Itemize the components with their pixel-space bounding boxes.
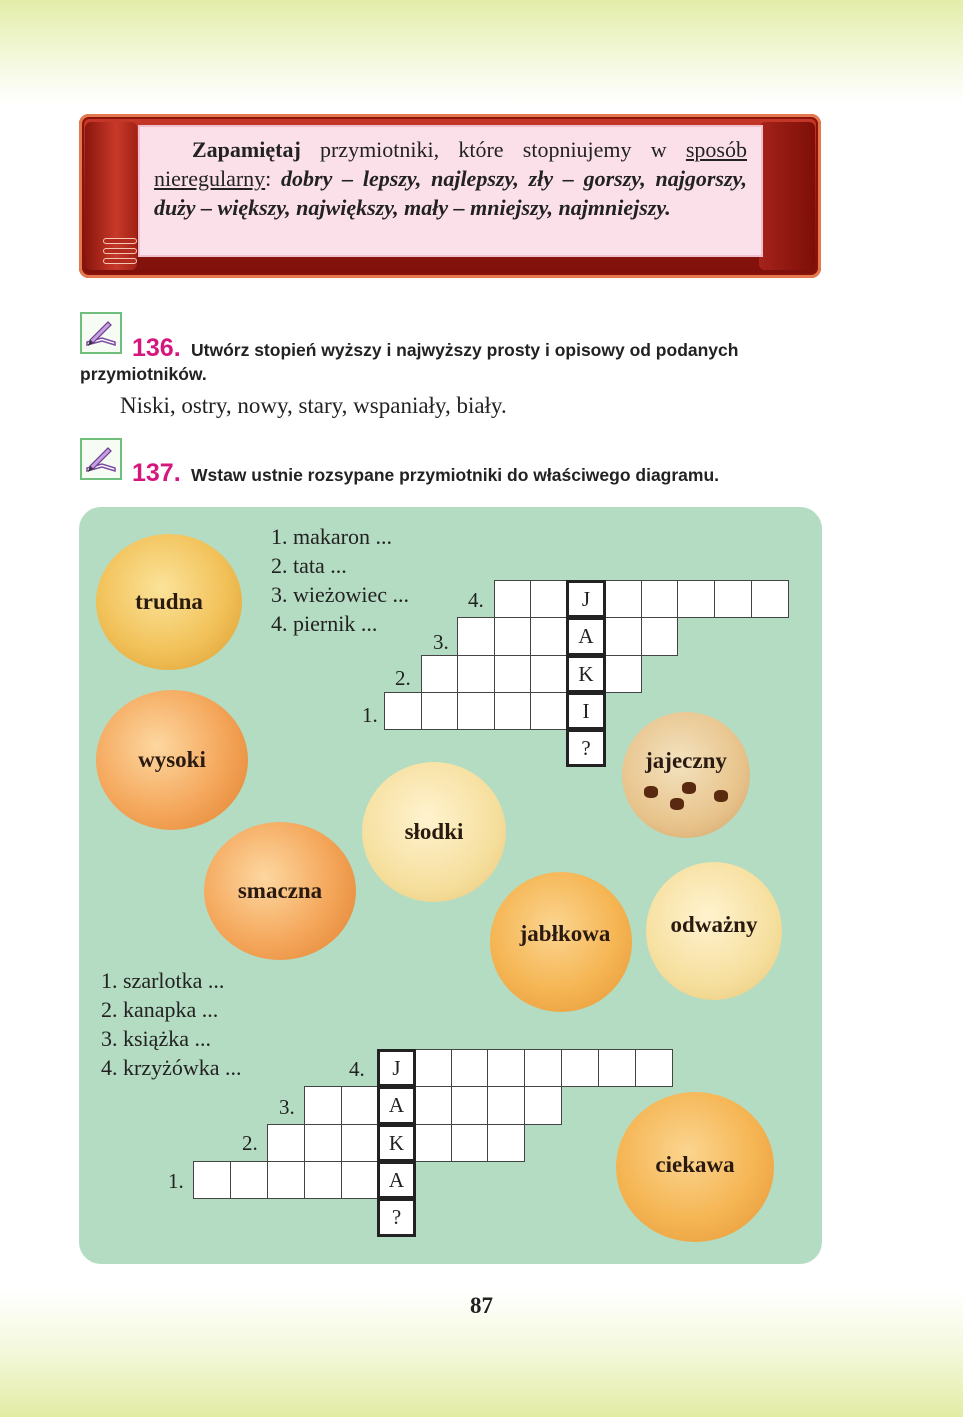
- crossword-cell[interactable]: [605, 580, 642, 618]
- writing-task-icon: [80, 438, 122, 480]
- row-number: 4.: [468, 588, 484, 612]
- row-number: 1.: [168, 1169, 184, 1193]
- crossword-cell[interactable]: [384, 692, 422, 730]
- writing-task-icon: [80, 312, 122, 354]
- spine-decoration: [103, 238, 137, 244]
- row-number: 3.: [433, 630, 449, 654]
- crossword-cell[interactable]: [304, 1161, 342, 1199]
- key-letter-cell: A: [566, 617, 606, 656]
- row-number: 2.: [242, 1131, 258, 1155]
- crossword-cell[interactable]: [530, 692, 567, 730]
- key-letter-cell: K: [566, 655, 606, 693]
- crossword-cell[interactable]: [304, 1124, 342, 1162]
- crossword-cell[interactable]: [421, 655, 458, 693]
- crossword-cell[interactable]: [415, 1124, 452, 1162]
- cookie-trudna[interactable]: [96, 534, 242, 670]
- crossword-cell[interactable]: [605, 617, 642, 656]
- key-letter-cell: K: [377, 1124, 416, 1162]
- spine-decoration: [103, 248, 137, 254]
- cookie-wysoki[interactable]: [96, 690, 248, 830]
- crossword-cell[interactable]: [267, 1161, 305, 1199]
- rule-examples-2: gorszy, najgorszy, duży – większy, największy,: [154, 166, 747, 220]
- rule-underlined: sposób nieregularny: [154, 137, 747, 191]
- clue-list: [271, 522, 409, 638]
- row-number: 4.: [349, 1057, 365, 1081]
- crossword-cell[interactable]: [451, 1086, 488, 1125]
- crossword-cell[interactable]: [494, 617, 531, 656]
- rule-text: przymiotniki, które stopniujemy w: [300, 137, 686, 162]
- crossword-cell[interactable]: [267, 1124, 305, 1162]
- page-number: 87: [470, 1293, 493, 1318]
- task-instruction: przymiotników.: [80, 364, 207, 384]
- key-letter-cell: ?: [377, 1198, 416, 1237]
- clue: 3. książka ...: [101, 1026, 211, 1051]
- clue: 2. tata ...: [271, 553, 347, 578]
- crossword-cell[interactable]: [457, 692, 495, 730]
- crossword-cell[interactable]: [530, 617, 567, 656]
- key-letter-cell: J: [377, 1049, 416, 1087]
- task-number: 136.: [132, 334, 181, 362]
- crossword-cell[interactable]: [415, 1086, 452, 1125]
- rule-lead: Zapamiętaj: [192, 137, 301, 162]
- crossword-cell[interactable]: [635, 1049, 673, 1087]
- crossword-cell[interactable]: [415, 1049, 452, 1087]
- cookie-label: jabłkowa: [519, 921, 611, 946]
- cookie-label: słodki: [404, 819, 464, 844]
- cookie-smaczna[interactable]: [204, 822, 356, 960]
- cookie-jablkowa[interactable]: [490, 872, 632, 1012]
- cookie-jajeczny[interactable]: [622, 712, 750, 838]
- crossword-cell[interactable]: [605, 655, 642, 693]
- cookie-label: trudna: [135, 589, 203, 614]
- task-instruction: Utwórz stopień wyższy i najwyższy prosty i opisowy od podanych: [191, 340, 739, 360]
- row-number: 3.: [279, 1095, 295, 1119]
- cookie-label: jajeczny: [645, 748, 727, 773]
- crossword-cell[interactable]: [230, 1161, 268, 1199]
- crossword-cell[interactable]: [598, 1049, 636, 1087]
- clue-list: [101, 966, 242, 1082]
- crossword-cell[interactable]: [751, 580, 789, 618]
- book-spine: [85, 122, 137, 270]
- crossword-cell[interactable]: [494, 655, 531, 693]
- row-number: 1.: [362, 703, 378, 727]
- clue: 1. makaron ...: [271, 524, 392, 549]
- cookie-label: odważny: [670, 912, 758, 937]
- cookie-ciekawa[interactable]: [616, 1092, 774, 1242]
- crossword-cell[interactable]: [524, 1086, 562, 1125]
- cookie-odwazny[interactable]: [646, 862, 782, 1000]
- key-letter-cell: I: [566, 692, 606, 730]
- rule-examples-3: mały – mniejszy, najmniejszy.: [404, 195, 671, 220]
- cookie-label: ciekawa: [655, 1152, 735, 1177]
- word-list: Niski, ostry, nowy, stary, wspaniały, biały.: [120, 393, 507, 418]
- crossword-cell[interactable]: [714, 580, 752, 618]
- chocolate-chip-icon: [670, 798, 684, 810]
- crossword-cell[interactable]: [451, 1049, 488, 1087]
- rule-examples-1: dobry – lepszy, najlepszy, zły –: [281, 166, 574, 191]
- crossword-cell[interactable]: [341, 1124, 378, 1162]
- chocolate-chip-icon: [714, 790, 728, 802]
- crossword-cell[interactable]: [487, 1124, 525, 1162]
- cookie-slodki[interactable]: [362, 762, 506, 902]
- crossword-cell[interactable]: [341, 1161, 378, 1199]
- crossword-cell[interactable]: [561, 1049, 599, 1087]
- crossword-cell[interactable]: [487, 1086, 525, 1125]
- clue: 4. krzyżówka ...: [101, 1055, 242, 1080]
- key-letter-cell: A: [377, 1086, 416, 1125]
- crossword-cell[interactable]: [341, 1086, 378, 1125]
- crossword-cell[interactable]: [451, 1124, 488, 1162]
- crossword-cell[interactable]: [530, 580, 567, 618]
- crossword-cell[interactable]: [487, 1049, 525, 1087]
- book-edge: [759, 122, 815, 270]
- crossword-cell[interactable]: [494, 692, 531, 730]
- key-letter-cell: A: [377, 1161, 416, 1199]
- clue: 2. kanapka ...: [101, 997, 219, 1022]
- crossword-cell[interactable]: [494, 580, 531, 618]
- crossword-cell[interactable]: [457, 617, 495, 656]
- chocolate-chip-icon: [644, 786, 658, 798]
- cookie-label: smaczna: [237, 878, 323, 903]
- crossword-cell[interactable]: [457, 655, 495, 693]
- key-letter-cell: ?: [566, 729, 606, 767]
- task-number: 137.: [132, 459, 181, 487]
- clue: 3. wieżowiec ...: [271, 582, 410, 607]
- spine-decoration: [103, 258, 137, 264]
- key-letter-cell: J: [566, 580, 606, 618]
- crossword-cell[interactable]: [421, 692, 458, 730]
- crossword-cell[interactable]: [641, 617, 678, 656]
- rule-box: [138, 125, 763, 257]
- cookie-label: wysoki: [138, 747, 206, 772]
- crossword-cell[interactable]: [193, 1161, 231, 1199]
- crossword-cell[interactable]: [524, 1049, 562, 1087]
- row-number: 2.: [395, 666, 411, 690]
- crossword-cell[interactable]: [641, 580, 678, 618]
- task-instruction: Wstaw ustnie rozsypane przymiotniki do właściwego diagramu.: [191, 465, 720, 485]
- rule-colon: :: [265, 166, 282, 191]
- chocolate-chip-icon: [682, 782, 696, 794]
- crossword-cell[interactable]: [304, 1086, 342, 1125]
- crossword-cell[interactable]: [677, 580, 715, 618]
- crossword-cell[interactable]: [530, 655, 567, 693]
- clue: 1. szarlotka ...: [101, 968, 225, 993]
- clue: 4. piernik ...: [271, 611, 378, 636]
